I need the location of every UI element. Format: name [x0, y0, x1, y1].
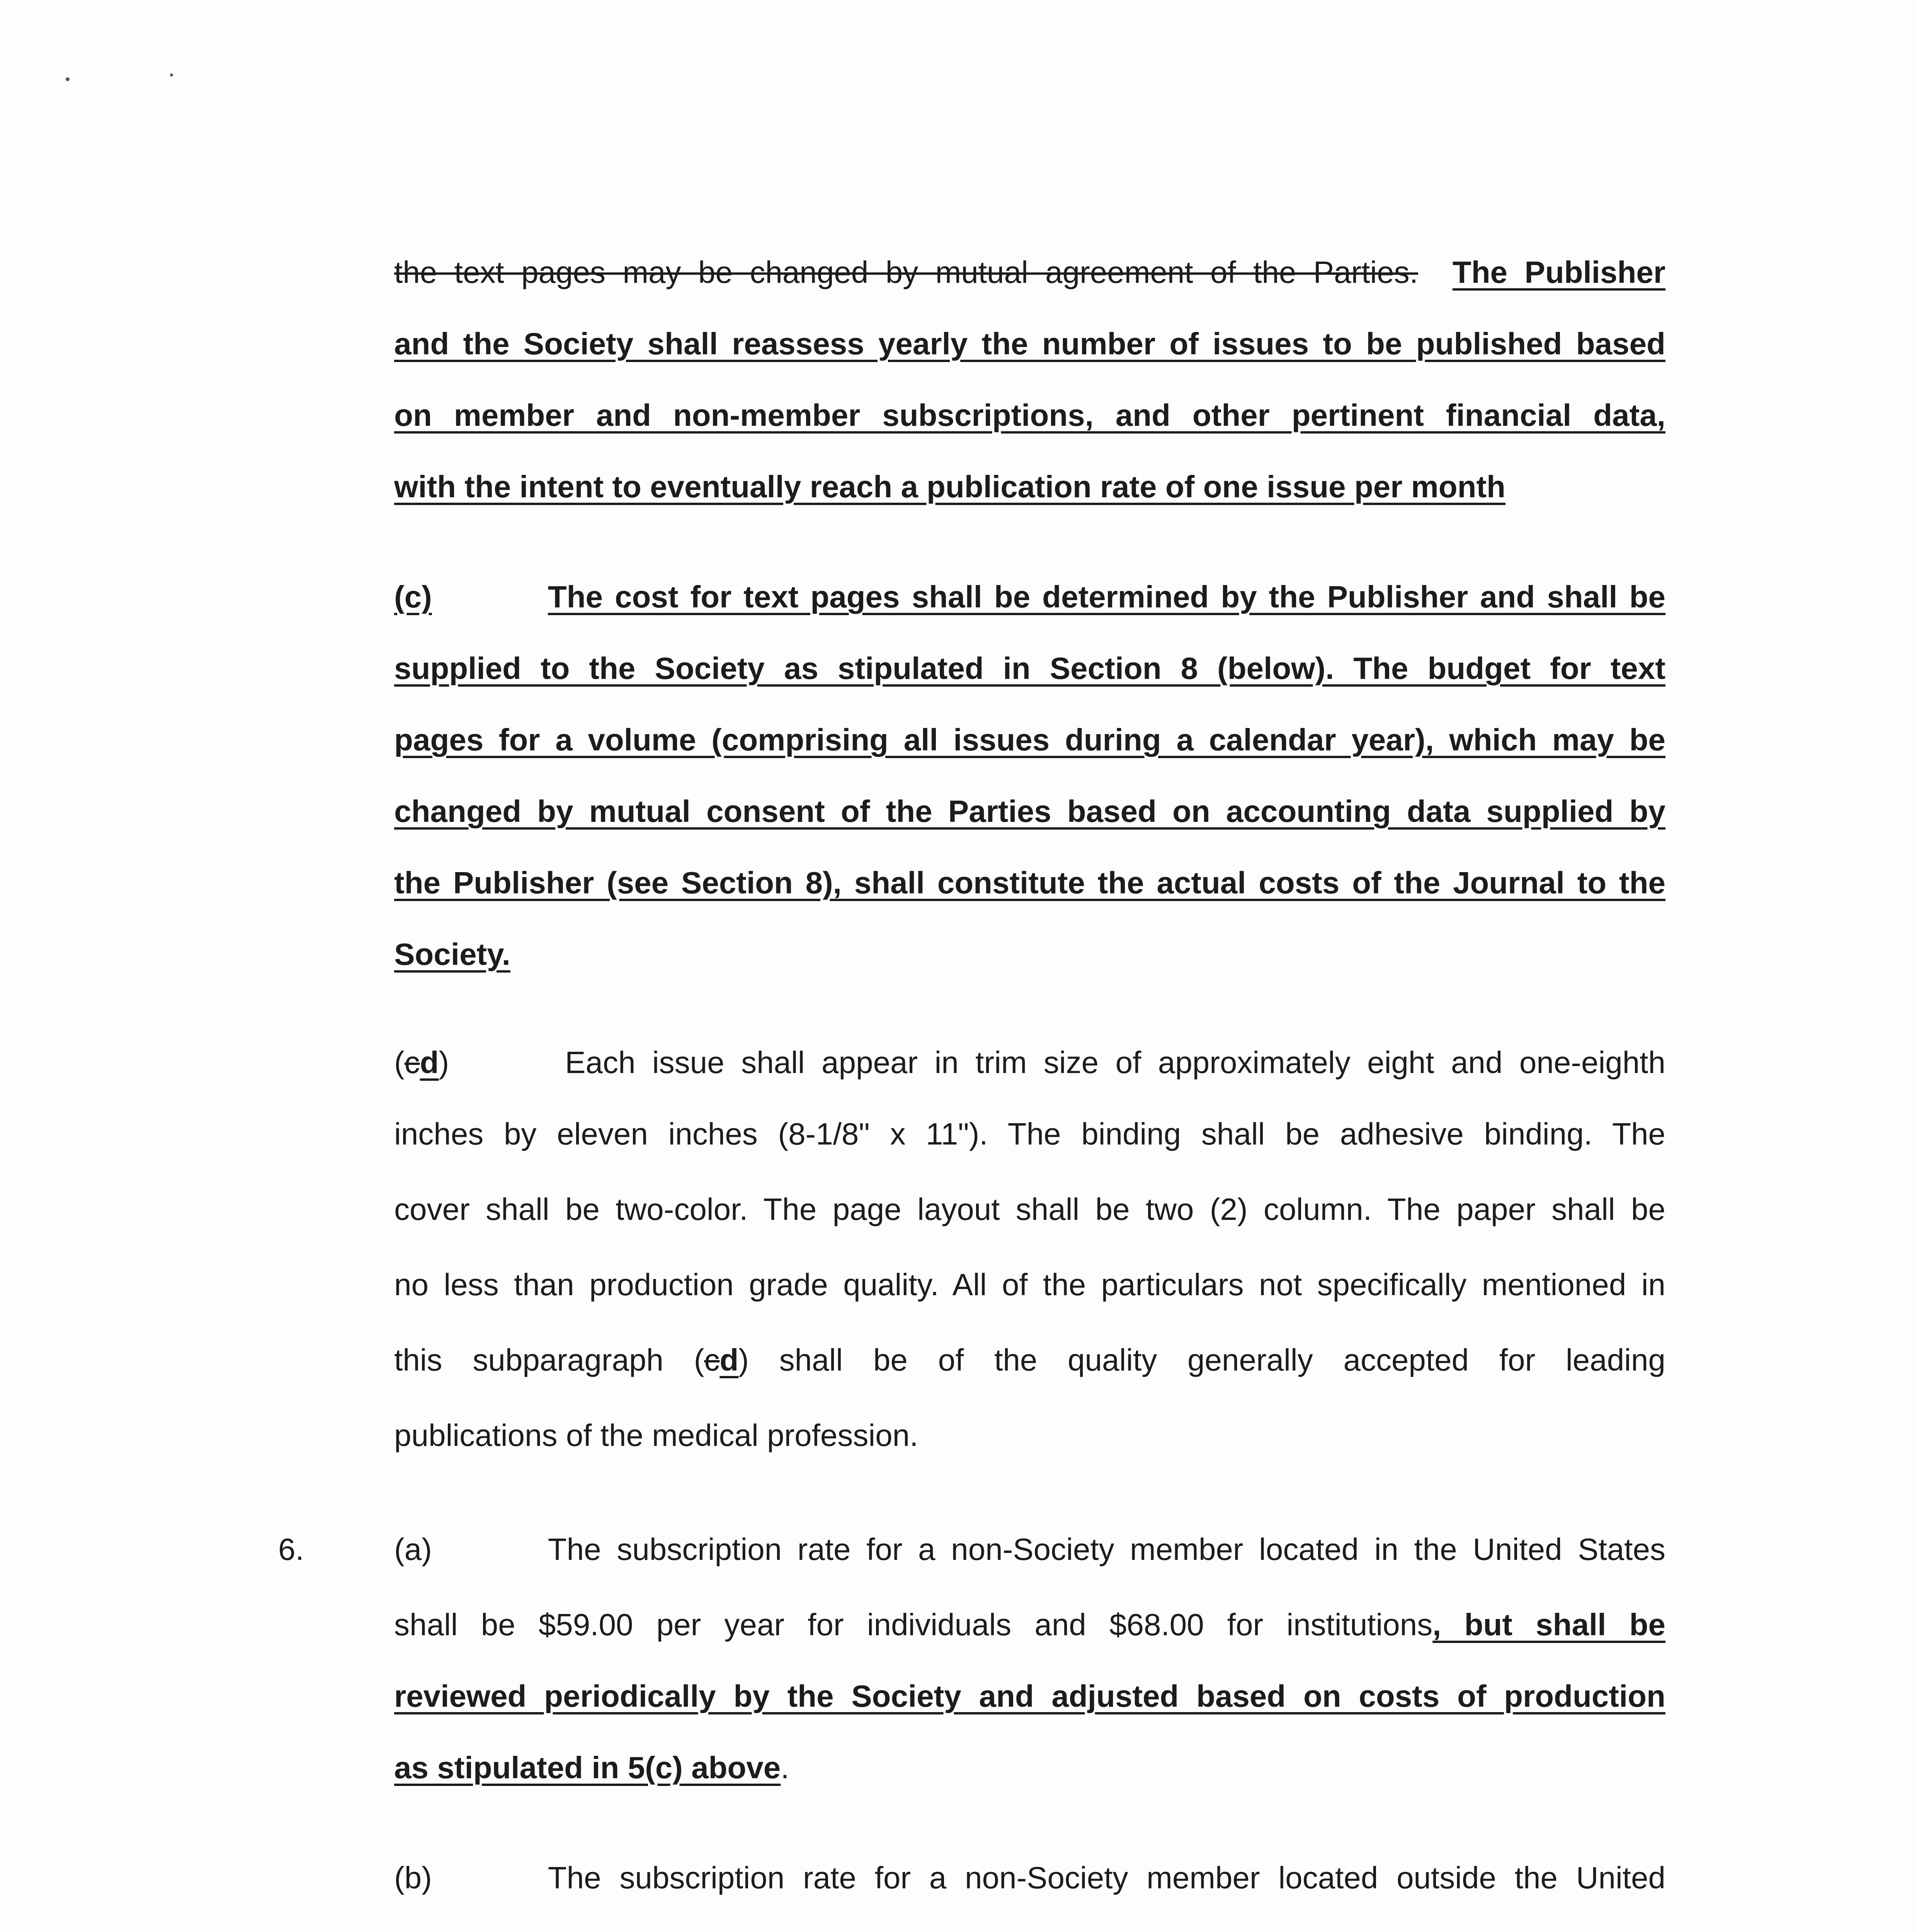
p5c-label: (c): [394, 580, 432, 614]
deleted-letter: c: [704, 1343, 720, 1377]
p5d-line-2: inches by eleven inches (8-1/8" x 11"). The binding shall be adhesive binding. The: [394, 1117, 1665, 1151]
p6a-line-4: as stipulated in 5(c) above.: [394, 1750, 789, 1785]
deleted-text: the text pages may be changed by mutual agreement of the Parties.: [394, 255, 1418, 289]
inserted-text: as stipulated in 5(c) above: [394, 1750, 781, 1785]
p5d-label: (cd): [394, 1045, 449, 1080]
p5b-line-2: and the Society shall reassess yearly the number of issues to be published based: [394, 327, 1665, 361]
p6b-label: (b): [394, 1861, 432, 1895]
p5d-text: Each issue shall appear in trim size of approximately eight and one-eighth: [565, 1045, 1665, 1080]
p5c-line-4: changed by mutual consent of the Parties based on accounting data supplied by: [394, 794, 1665, 828]
p5d-line-1: [394, 1041, 1665, 1084]
p6a-line-3: reviewed periodically by the Society and adjusted based on costs of production: [394, 1679, 1665, 1713]
inserted-text: , but shall be: [1432, 1607, 1665, 1642]
p5b-line-1: [394, 251, 1665, 294]
scan-speck: [66, 77, 70, 81]
p5d-line-6: publications of the medical profession.: [394, 1418, 919, 1452]
deleted-letter: c: [404, 1045, 420, 1080]
p5d-line-5: this subparagraph (cd) shall be of the quality generally accepted for leading: [394, 1343, 1666, 1377]
p5c-line-5: the Publisher (see Section 8), shall constitute the actual costs of the Journal to the: [394, 866, 1665, 900]
p5b-line-4: with the intent to eventually reach a publication rate of one issue per month: [394, 469, 1505, 504]
p6a-line-2: shall be $59.00 per year for individuals and $68.00 for institutions, but shall be: [394, 1607, 1665, 1642]
p5b-line-3: on member and non-member subscriptions, and other pertinent financial data,: [394, 398, 1665, 432]
p6a-line-1: [394, 1528, 1665, 1571]
p5c-line-6: Society.: [394, 937, 510, 971]
p5c-line-2: supplied to the Society as stipulated in Section 8 (below). The budget for text: [394, 651, 1665, 685]
p5d-line-3: cover shall be two-color. The page layout shall be two (2) column. The paper shall be: [394, 1192, 1665, 1226]
p6a-text: The subscription rate for a non-Society member located in the United States: [548, 1532, 1665, 1566]
inserted-text: The Publisher: [1452, 255, 1666, 289]
p5d-line-4: no less than production grade quality. All of the particulars not specifically mentioned in: [394, 1267, 1665, 1302]
p5c-line-1: [394, 576, 1665, 618]
p6a-label: (a): [394, 1532, 432, 1566]
section-number: 6.: [278, 1532, 304, 1566]
p5c-text: The cost for text pages shall be determined by the Publisher and shall be: [548, 580, 1665, 614]
p5c-line-3: pages for a volume (comprising all issues during a calendar year), which may be: [394, 723, 1665, 757]
inserted-letter: d: [420, 1045, 439, 1080]
inserted-letter: d: [720, 1343, 739, 1377]
p6b-text: The subscription rate for a non-Society member located outside the United: [548, 1861, 1665, 1895]
p6b-line-1: [394, 1857, 1665, 1899]
scan-speck: [170, 73, 173, 77]
